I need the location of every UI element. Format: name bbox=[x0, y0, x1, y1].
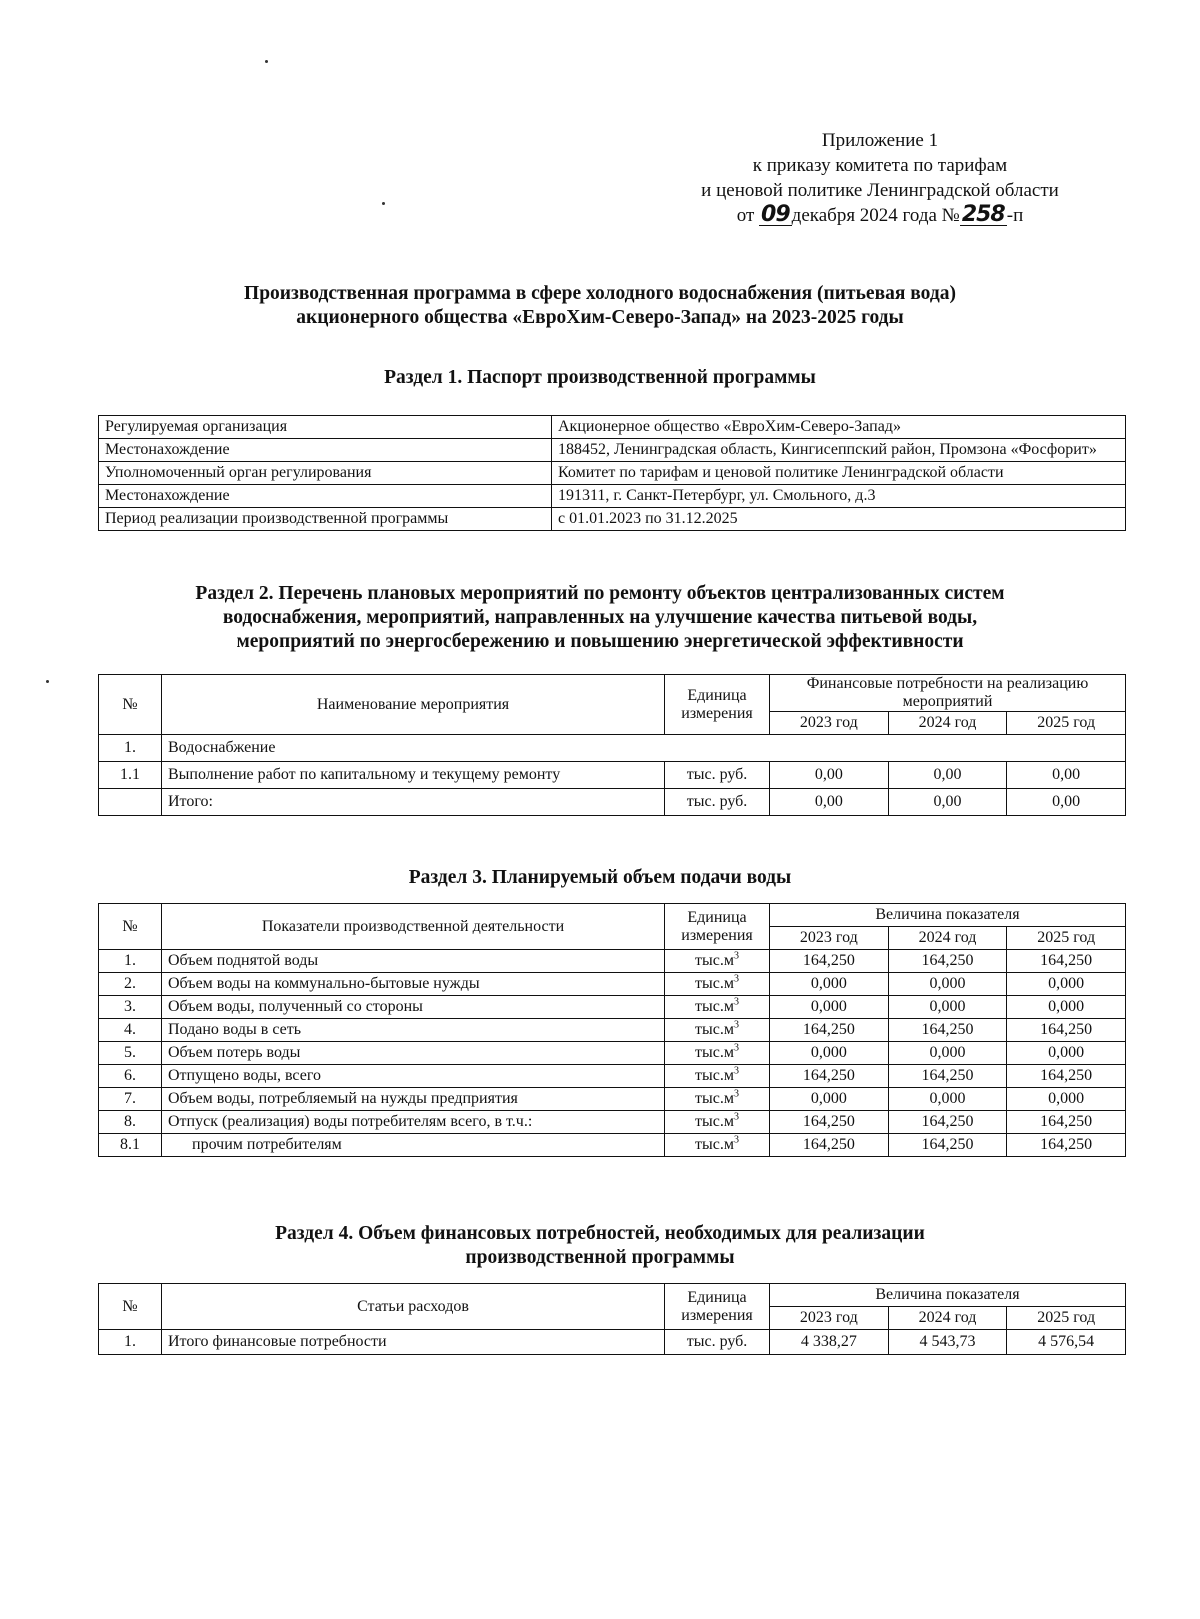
table-row bbox=[99, 1088, 1126, 1111]
passport-value: Акционерное общество «ЕвроХим-Северо-Запад» bbox=[552, 416, 1126, 439]
column-header-unit: Единица измерения bbox=[665, 675, 770, 735]
appendix-header bbox=[650, 128, 1110, 228]
passport-table bbox=[98, 415, 1126, 531]
date-prefix: от bbox=[736, 205, 755, 226]
row-unit bbox=[665, 1019, 770, 1042]
unit-exponent: 3 bbox=[733, 1111, 739, 1123]
column-header-num: № bbox=[99, 675, 162, 735]
passport-key: Местонахождение bbox=[99, 485, 552, 508]
table-row bbox=[99, 1111, 1126, 1134]
date-day-handwritten: 09 bbox=[761, 202, 790, 227]
row-unit: тыс. руб. bbox=[665, 1330, 770, 1355]
order-suffix: -п bbox=[1006, 205, 1024, 226]
column-header-num: № bbox=[99, 1284, 162, 1330]
section4-title bbox=[0, 1222, 1200, 1270]
unit-exponent: 3 bbox=[733, 996, 739, 1008]
table-row bbox=[99, 1019, 1126, 1042]
scan-speck bbox=[46, 680, 49, 683]
row-unit bbox=[665, 1065, 770, 1088]
row-num: 4. bbox=[99, 1019, 162, 1042]
appendix-line-3: и ценовой политике Ленинградской области bbox=[701, 180, 1059, 201]
section2-title-line-3: мероприятий по энергосбережению и повышению энергетической эффективности bbox=[236, 631, 964, 652]
row-num-empty bbox=[99, 789, 162, 816]
column-header-year-2023: 2023 год bbox=[770, 927, 889, 950]
column-header-year-2024: 2024 год bbox=[888, 712, 1007, 735]
column-header-value: Величина показателя bbox=[770, 1284, 1126, 1307]
row-value-2024: 4 543,73 bbox=[888, 1330, 1007, 1355]
table-row bbox=[99, 762, 1126, 789]
row-value-2025: 0,000 bbox=[1007, 1088, 1126, 1111]
total-unit: тыс. руб. bbox=[665, 789, 770, 816]
row-num: 5. bbox=[99, 1042, 162, 1065]
column-header-value: Величина показателя bbox=[770, 904, 1126, 927]
table-row bbox=[99, 1330, 1126, 1355]
row-value-2023: 164,250 bbox=[770, 1065, 889, 1088]
row-value-2023: 0,000 bbox=[770, 1042, 889, 1065]
total-value-2023: 0,00 bbox=[770, 789, 889, 816]
row-name: Выполнение работ по капитальному и текущему ремонту bbox=[162, 762, 665, 789]
total-value-2025: 0,00 bbox=[1007, 789, 1126, 816]
column-header-year-2023: 2023 год bbox=[770, 712, 889, 735]
column-header-year-2024: 2024 год bbox=[888, 1307, 1007, 1330]
row-name: Отпуск (реализация) воды потребителям всего, в т.ч.: bbox=[162, 1111, 665, 1134]
row-value-2024: 0,000 bbox=[888, 1042, 1007, 1065]
row-unit bbox=[665, 973, 770, 996]
column-header-name: Показатели производственной деятельности bbox=[162, 904, 665, 950]
row-name: Объем потерь воды bbox=[162, 1042, 665, 1065]
document-title-line-2: акционерного общества «ЕвроХим-Северо-Запад» на 2023-2025 годы bbox=[296, 307, 904, 328]
section4-title-line-2: производственной программы bbox=[465, 1247, 735, 1268]
row-value-2023: 4 338,27 bbox=[770, 1330, 889, 1355]
unit-exponent: 3 bbox=[733, 950, 739, 962]
row-value-2023: 164,250 bbox=[770, 1019, 889, 1042]
table-row bbox=[99, 1065, 1126, 1088]
row-value-2023: 0,000 bbox=[770, 973, 889, 996]
unit-text: тыс.м bbox=[695, 1113, 734, 1130]
unit-exponent: 3 bbox=[733, 1042, 739, 1054]
row-num: 7. bbox=[99, 1088, 162, 1111]
order-number-handwritten: 258 bbox=[961, 202, 1005, 227]
section3-title: Раздел 3. Планируемый объем подачи воды bbox=[408, 867, 792, 888]
row-value-2024: 164,250 bbox=[888, 1111, 1007, 1134]
section2-title-line-2: водоснабжения, мероприятий, направленных на улучшение качества питьевой воды, bbox=[222, 607, 978, 628]
row-num: 8. bbox=[99, 1111, 162, 1134]
table-row bbox=[99, 1134, 1126, 1157]
row-value-2024: 0,00 bbox=[888, 762, 1007, 789]
section1-title: Раздел 1. Паспорт производственной программы bbox=[384, 367, 816, 388]
unit-text: тыс.м bbox=[695, 1044, 734, 1061]
table-header-row bbox=[99, 1284, 1126, 1307]
row-num: 1.1 bbox=[99, 762, 162, 789]
row-unit bbox=[665, 1042, 770, 1065]
column-header-unit: Единица измерения bbox=[665, 904, 770, 950]
row-value-2023: 0,000 bbox=[770, 1088, 889, 1111]
row-num: 1. bbox=[99, 950, 162, 973]
row-value-2024: 0,000 bbox=[888, 996, 1007, 1019]
column-header-year-2024: 2024 год bbox=[888, 927, 1007, 950]
passport-key: Уполномоченный орган регулирования bbox=[99, 462, 552, 485]
unit-text: тыс.м bbox=[695, 998, 734, 1015]
appendix-line-1: Приложение 1 bbox=[821, 130, 939, 151]
row-value-2023: 0,000 bbox=[770, 996, 889, 1019]
unit-exponent: 3 bbox=[733, 1019, 739, 1031]
appendix-line-2: к приказу комитета по тарифам bbox=[752, 155, 1008, 176]
row-group-name: Водоснабжение bbox=[162, 735, 1126, 762]
row-value-2023: 164,250 bbox=[770, 1134, 889, 1157]
row-value-2023: 164,250 bbox=[770, 1111, 889, 1134]
column-header-year-2025: 2025 год bbox=[1007, 712, 1126, 735]
unit-text: тыс.м bbox=[695, 952, 734, 969]
row-value-2024: 0,000 bbox=[888, 973, 1007, 996]
row-value-2025: 0,000 bbox=[1007, 996, 1126, 1019]
column-header-year-2023: 2023 год bbox=[770, 1307, 889, 1330]
table-header-row bbox=[99, 904, 1126, 927]
row-unit bbox=[665, 996, 770, 1019]
table-row bbox=[99, 735, 1126, 762]
appendix-date-line bbox=[650, 203, 1110, 228]
row-value-2023: 0,00 bbox=[770, 762, 889, 789]
row-name: Подано воды в сеть bbox=[162, 1019, 665, 1042]
table-row bbox=[99, 439, 1126, 462]
section4-title-line-1: Раздел 4. Объем финансовых потребностей, необходимых для реализации bbox=[275, 1223, 925, 1244]
column-header-year-2025: 2025 год bbox=[1007, 927, 1126, 950]
row-name: Итого финансовые потребности bbox=[162, 1330, 665, 1355]
row-value-2025: 164,250 bbox=[1007, 950, 1126, 973]
row-name: Объем воды на коммунально-бытовые нужды bbox=[162, 973, 665, 996]
row-unit bbox=[665, 1111, 770, 1134]
activities-table bbox=[98, 674, 1126, 816]
row-value-2025: 164,250 bbox=[1007, 1134, 1126, 1157]
financial-needs-table bbox=[98, 1283, 1126, 1355]
row-unit: тыс. руб. bbox=[665, 762, 770, 789]
unit-exponent: 3 bbox=[733, 1065, 739, 1077]
row-num: 8.1 bbox=[99, 1134, 162, 1157]
row-value-2024: 164,250 bbox=[888, 950, 1007, 973]
row-value-2025: 0,000 bbox=[1007, 973, 1126, 996]
column-header-num: № bbox=[99, 904, 162, 950]
unit-text: тыс.м bbox=[695, 1021, 734, 1038]
row-num: 2. bbox=[99, 973, 162, 996]
passport-key: Регулируемая организация bbox=[99, 416, 552, 439]
row-value-2025: 4 576,54 bbox=[1007, 1330, 1126, 1355]
row-value-2023: 164,250 bbox=[770, 950, 889, 973]
unit-exponent: 3 bbox=[733, 1134, 739, 1146]
table-row bbox=[99, 973, 1126, 996]
unit-exponent: 3 bbox=[733, 973, 739, 985]
row-value-2025: 0,000 bbox=[1007, 1042, 1126, 1065]
row-num: 1. bbox=[99, 735, 162, 762]
row-value-2025: 0,00 bbox=[1007, 762, 1126, 789]
passport-value: Комитет по тарифам и ценовой политике Ленинградской области bbox=[552, 462, 1126, 485]
passport-value: 188452, Ленинградская область, Кингисеппский район, Промзона «Фосфорит» bbox=[552, 439, 1126, 462]
passport-key: Период реализации производственной программы bbox=[99, 508, 552, 531]
table-row bbox=[99, 950, 1126, 973]
row-unit bbox=[665, 1134, 770, 1157]
table-row bbox=[99, 462, 1126, 485]
column-header-name: Статьи расходов bbox=[162, 1284, 665, 1330]
row-unit bbox=[665, 950, 770, 973]
table-row bbox=[99, 1042, 1126, 1065]
passport-value: с 01.01.2023 по 31.12.2025 bbox=[552, 508, 1126, 531]
unit-text: тыс.м bbox=[695, 1136, 734, 1153]
section2-title bbox=[0, 582, 1200, 654]
unit-exponent: 3 bbox=[733, 1088, 739, 1100]
total-label: Итого: bbox=[162, 789, 665, 816]
row-value-2024: 0,000 bbox=[888, 1088, 1007, 1111]
passport-value: 191311, г. Санкт-Петербург, ул. Смольного, д.3 bbox=[552, 485, 1126, 508]
column-header-unit: Единица измерения bbox=[665, 1284, 770, 1330]
unit-text: тыс.м bbox=[695, 1067, 734, 1084]
document-title-line-1: Производственная программа в сфере холодного водоснабжения (питьевая вода) bbox=[244, 283, 956, 304]
table-row bbox=[99, 996, 1126, 1019]
date-rest: декабря 2024 года № bbox=[791, 205, 960, 226]
unit-text: тыс.м bbox=[695, 975, 734, 992]
table-row bbox=[99, 416, 1126, 439]
table-header-row bbox=[99, 675, 1126, 712]
column-header-finance: Финансовые потребности на реализацию мероприятий bbox=[770, 675, 1126, 712]
table-total-row bbox=[99, 789, 1126, 816]
scan-speck bbox=[382, 202, 385, 205]
row-value-2024: 164,250 bbox=[888, 1134, 1007, 1157]
row-value-2025: 164,250 bbox=[1007, 1019, 1126, 1042]
row-value-2025: 164,250 bbox=[1007, 1065, 1126, 1088]
row-value-2025: 164,250 bbox=[1007, 1111, 1126, 1134]
table-row bbox=[99, 508, 1126, 531]
row-name: прочим потребителям bbox=[162, 1134, 665, 1157]
row-value-2024: 164,250 bbox=[888, 1065, 1007, 1088]
row-name: Объем воды, полученный со стороны bbox=[162, 996, 665, 1019]
row-num: 1. bbox=[99, 1330, 162, 1355]
passport-key: Местонахождение bbox=[99, 439, 552, 462]
scan-speck bbox=[265, 60, 268, 63]
table-row bbox=[99, 485, 1126, 508]
water-supply-table bbox=[98, 903, 1126, 1157]
row-name: Объем воды, потребляемый на нужды предприятия bbox=[162, 1088, 665, 1111]
row-name: Объем поднятой воды bbox=[162, 950, 665, 973]
unit-text: тыс.м bbox=[695, 1090, 734, 1107]
row-unit bbox=[665, 1088, 770, 1111]
row-name: Отпущено воды, всего bbox=[162, 1065, 665, 1088]
row-num: 6. bbox=[99, 1065, 162, 1088]
column-header-year-2025: 2025 год bbox=[1007, 1307, 1126, 1330]
document-title bbox=[0, 282, 1200, 330]
row-num: 3. bbox=[99, 996, 162, 1019]
row-value-2024: 164,250 bbox=[888, 1019, 1007, 1042]
total-value-2024: 0,00 bbox=[888, 789, 1007, 816]
column-header-name: Наименование мероприятия bbox=[162, 675, 665, 735]
section2-title-line-1: Раздел 2. Перечень плановых мероприятий по ремонту объектов централизованных систем bbox=[195, 583, 1005, 604]
